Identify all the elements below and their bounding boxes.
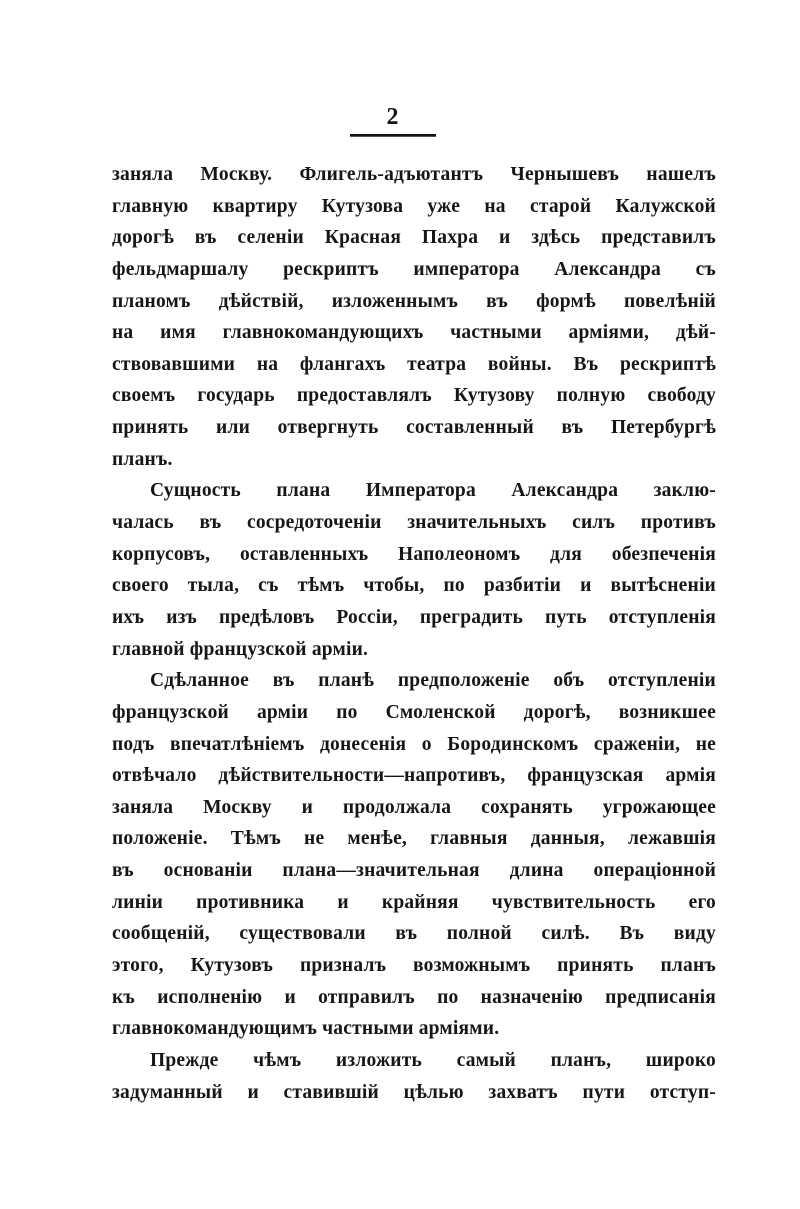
- text-line: своего тыла, съ тѣмъ чтобы, по разбитіи и вытѣсненіи: [112, 575, 716, 597]
- paragraph: [112, 665, 716, 1045]
- text-block: [112, 159, 716, 1108]
- text-line: планомъ дѣйствій, изложеннымъ въ формѣ повелѣній: [112, 290, 716, 312]
- text-line: заняла Москву. Флигель-адъютантъ Чернышевъ нашелъ: [112, 164, 716, 185]
- text-line: Прежде чѣмъ изложить самый планъ, широко: [150, 1049, 716, 1071]
- paragraph: [112, 159, 716, 475]
- text-line: этого, Кутузовъ призналъ возможнымъ принять планъ: [112, 955, 716, 977]
- text-line: задуманный и ставившій цѣлью захватъ пути отступ-: [112, 1081, 716, 1103]
- text-line: французской арміи по Смоленской дорогѣ, возникшее: [112, 701, 716, 723]
- text-line: въ основаніи плана—значительная длина операціонной: [112, 860, 716, 882]
- text-line: къ исполненію и отправилъ по назначенію предписанія: [112, 986, 716, 1008]
- text-line: чалась въ сосредоточеніи значительныхъ силъ противъ: [112, 512, 716, 534]
- text-line: Сущность плана Императора Александра заклю-: [150, 480, 716, 502]
- header-rule: [350, 134, 436, 137]
- text-line: корпусовъ, оставленныхъ Наполеономъ для обезпеченія: [112, 543, 716, 565]
- text-line: дорогѣ въ селеніи Красная Пахра и здѣсь представилъ: [112, 227, 716, 249]
- text-line: отвѣчало дѣйствительности—напротивъ, французская армія: [112, 765, 716, 787]
- page-number: 2: [386, 104, 400, 130]
- text-line: линіи противника и крайняя чувствительность его: [112, 891, 716, 913]
- paragraph: [112, 1045, 716, 1108]
- text-line: ствовавшими на флангахъ театра войны. Въ рескриптѣ: [112, 353, 716, 375]
- page-header: [112, 104, 674, 137]
- text-line: своемъ государь предоставлялъ Кутузову полную свободу: [112, 385, 716, 407]
- text-line: принять или отвергнуть составленный въ Петербургѣ: [112, 417, 716, 439]
- text-line: планъ.: [112, 448, 173, 470]
- paragraph: [112, 475, 716, 665]
- text-line: на имя главнокомандующихъ частными арміями, дѣй-: [112, 322, 716, 344]
- text-line: фельдмаршалу рескриптъ императора Александра съ: [112, 258, 716, 280]
- text-line: главной французской арміи.: [112, 638, 369, 660]
- text-line: положеніе. Тѣмъ не менѣе, главныя данныя, лежавшія: [112, 828, 716, 850]
- text-line: подъ впечатлѣніемъ донесенія о Бородинскомъ сраженіи, не: [112, 733, 716, 755]
- text-line: сообщеній, существовали въ полной силѣ. Въ виду: [112, 923, 716, 945]
- text-line: главнокомандующимъ частными арміями.: [112, 1018, 500, 1040]
- text-line: заняла Москву и продолжала сохранять угрожающее: [112, 796, 716, 818]
- text-line: ихъ изъ предѣловъ Россіи, преградить путь отступленія: [112, 606, 716, 628]
- text-line: Сдѣланное въ планѣ предположеніе объ отступленіи: [150, 670, 716, 692]
- text-line: главную квартиру Кутузова уже на старой Калужской: [112, 195, 716, 217]
